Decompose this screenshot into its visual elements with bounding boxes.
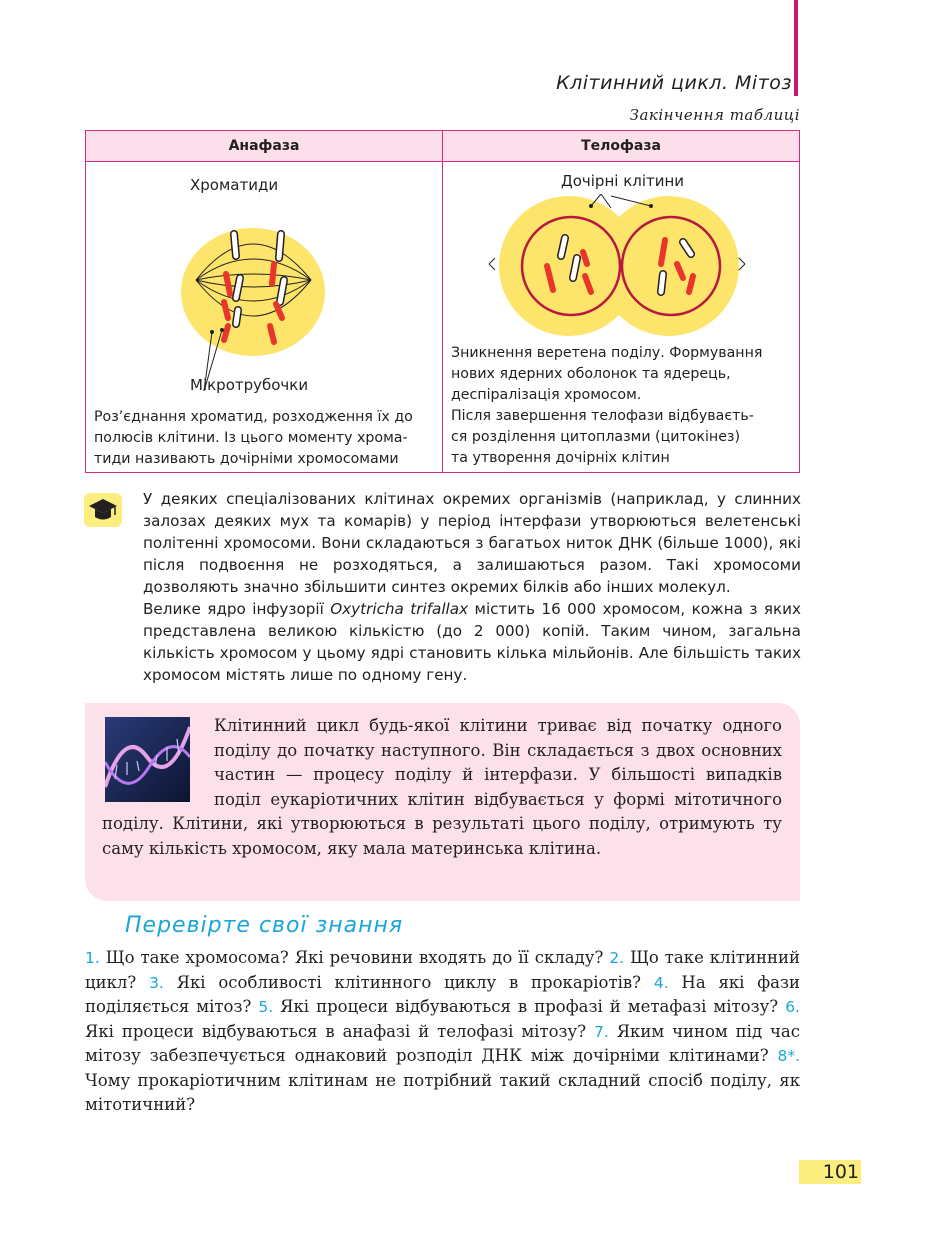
- note-paragraph-2: Велике ядро інфузорії Oxytricha trifallax містить 16 000 хромосом, кожна з яких представлена великою кількістю (до 2 000) копій. Таким чином, загальна кількість хромосом у цьому ядрі становить кілька мільйонів. Але більшість таких хромосом містять лише по одному гену.: [143, 600, 802, 684]
- page-number: 101: [799, 1160, 861, 1184]
- question-number: 4.: [653, 973, 669, 992]
- phases-table: [85, 130, 800, 473]
- info-note: [143, 488, 801, 686]
- microtubules-label: Мікротрубочки: [190, 376, 309, 394]
- check-knowledge-heading: Перевірте свої знання: [125, 913, 404, 938]
- anaphase-description: Роз’єднання хроматид, розходження їх до полюсів клітини. Із цього моменту хрома- тиди називають дочірніми хромосомами: [94, 409, 413, 467]
- anaphase-cell: [86, 162, 443, 473]
- questions-list: [85, 946, 800, 1118]
- question-number: 1.: [85, 949, 100, 967]
- question-number: 5.: [258, 998, 274, 1016]
- question-text: Що таке клітинний цикл?: [85, 948, 800, 992]
- telophase-diagram: [483, 194, 753, 344]
- anaphase-diagram: [176, 198, 356, 398]
- question-text: Які процеси відбуваються в профазі й метафазі мітозу?: [273, 997, 786, 1016]
- running-title: Клітинний цикл. Мітоз: [556, 72, 792, 94]
- question-text: Які процеси відбуваються в анафазі й телофазі мітозу?: [85, 1021, 594, 1041]
- question-number: 7.: [594, 1022, 609, 1041]
- question-text: Яким чином під час мітозу забезпечується однаковий розподіл ДНК між дочірніми клітинами?: [85, 1021, 801, 1065]
- telophase-description: Зникнення веретена поділу. Формування нових ядерних оболонок та ядерець, деспіралізація хромосом. Після завершення телофази відбуваєть- ся розділення цитоплазми (цитокінез) та утворення дочірніх клітин: [451, 345, 763, 466]
- species-name: Oxytricha trifallax: [330, 600, 469, 618]
- question-number: 3.: [149, 973, 164, 992]
- graduation-cap-icon: [84, 493, 122, 527]
- question-number: 8*.: [777, 1047, 800, 1065]
- question-text: На які фази поділяється мітоз?: [85, 972, 800, 1016]
- summary-text: Клітинний цикл будь-якої клітини триває від початку одного поділу до початку наступного. Він складається з двох основних частин — процесу поділу й інтерфази. У більшості випадків поділ еукаріотичних клітин відбувається у формі мітотичного поділу. Клітини, які утворюються в результаті цього поділу, отримують ту саму кількість хромосом, яку мала материнська клітина.: [102, 716, 782, 858]
- question-text: Які особливості клітинного циклу в прокаріотів?: [163, 972, 654, 992]
- question-text: Що таке хромосома? Які речовини входять до її складу?: [99, 948, 610, 967]
- chromatids-label: Хроматиди: [190, 176, 279, 194]
- question-text: Чому прокаріотичним клітинам не потрібний такий складний спосіб поділу, як мітотичний?: [85, 1070, 800, 1114]
- telophase-cell: [443, 162, 800, 473]
- column-header-telophase: Телофаза: [443, 131, 800, 162]
- question-number: 2.: [609, 949, 625, 967]
- daughter-cells-label: Дочірні клітини: [561, 172, 685, 190]
- table-continuation-label: Закінчення таблиці: [629, 106, 800, 124]
- note-paragraph-1: У деяких спеціалізованих клітинах окремих організмів (наприклад, у слинних залозах деяких мух та комарів) у період інтерфази утворюються велетенські політенні хромосоми. Вони складаються з багатьох ниток ДНК (більше 1000), які після подвоєння не розходяться, а залишаються разом. Такі хромосоми дозволяють значно збільшити синтез окремих білків або інших молекул.: [143, 490, 801, 596]
- header-accent-bar: [794, 0, 798, 96]
- question-number: 6.: [785, 998, 800, 1016]
- column-header-anaphase: Анафаза: [86, 131, 443, 162]
